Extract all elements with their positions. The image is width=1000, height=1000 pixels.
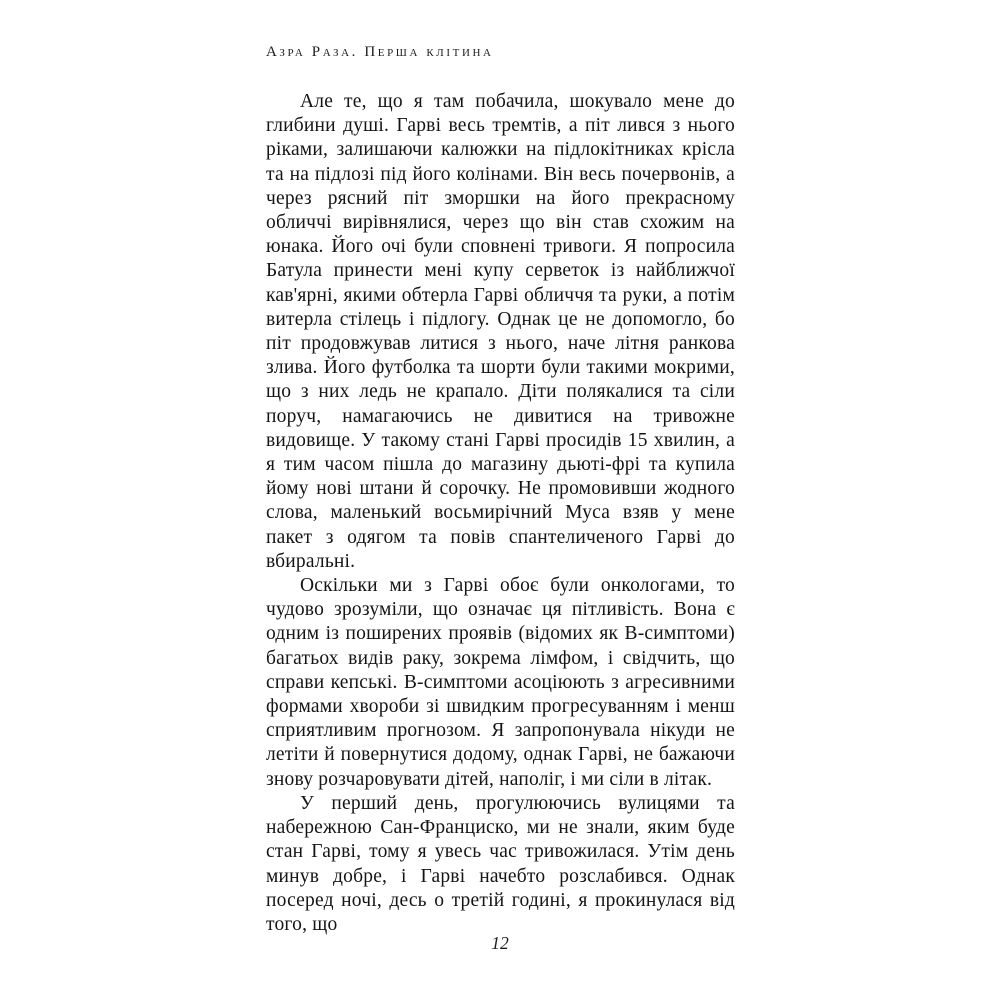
paragraph: Оскільки ми з Гарві обоє були онкологами, то чудово зрозуміли, що означає ця пітливість. Вона є одним із поширених проявів (відомих як В-симптоми) багатьох видів раку, зокрема лімфом, і свідчить, що справи кепські. В-симптоми асоціюють з агресивними формами хвороби зі швидким прогресуванням і менш сприятливим прогнозом. Я запропонувала нікуди не летіти й повернутися додому, однак Гарві, не бажаючи знову розчаровувати дітей, наполіг, і ми сіли в літак. xyxy=(266,575,735,790)
body-text xyxy=(266,90,735,937)
paragraph: Але те, що я там побачила, шокувало мене до глибини душі. Гарві весь тремтів, а піт лився з нього ріками, залишаючи калюжки на підлокітниках крісла та на підлозі під його колінами. Він весь почервонів, а через рясний піт зморшки на його прекрасному обличчі вирівнялися, через що він став схожим на юнака. Його очі були сповнені тривоги. Я попросила Батула принести мені купу серветок із найближчої кав'ярні, якими обтерла Гарві обличчя та руки, а потім витерла стілець і підлогу. Однак це не допомогло, бо піт продовжував литися з нього, наче літня ранкова злива. Його футболка та шорти були такими мокрими, що з них ледь не крапало. Діти полякалися та сіли поруч, намагаючись не дивитися на тривожне видовище. У такому стані Гарві просидів 15 хвилин, а я тим часом пішла до магазину дьюті-фрі та купила йому нові штани й сорочку. Не промовивши жодного слова, маленький восьмирічний Муса взяв у мене пакет з одягом та повів спантеличеного Гарві до вбиральні. xyxy=(266,91,735,572)
paragraph: У перший день, прогулюючись вулицями та набережною Сан-Франциско, ми не знали, яким буде стан Гарві, тому я увесь час тривожилася. Утім день минув добре, і Гарві начебто розслабився. Однак посеред ночі, десь о третій годині, я прокинулася від того, що xyxy=(266,792,735,935)
running-header: Азра Раза. Перша клітина xyxy=(266,44,494,60)
page-number: 12 xyxy=(491,933,509,953)
